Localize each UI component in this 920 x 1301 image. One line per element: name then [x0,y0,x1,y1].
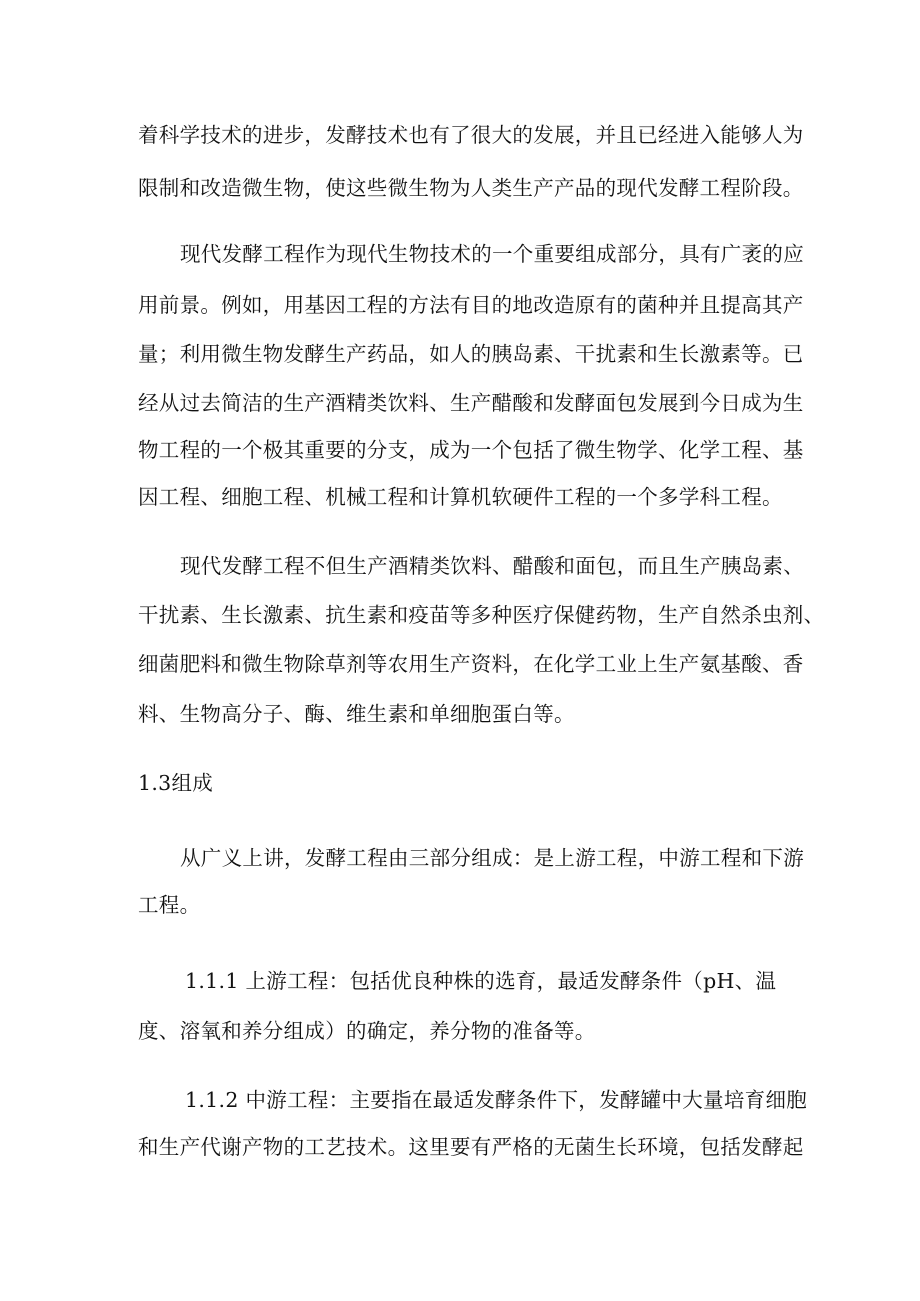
body-text-line: 量；利用微生物发酵生产药品，如人的胰岛素、干扰素和生长激素等。已 [138,342,804,366]
body-text-line: 着科学技术的进步，发酵技术也有了很大的发展，并且已经进入能够人为 [138,123,804,147]
body-text-line: 细菌肥料和微生物除草剂等农用生产资料，在化学工业上生产氨基酸、香 [138,652,804,676]
body-text-line: 物工程的一个极其重要的分支，成为一个包括了微生物学、化学工程、基 [138,438,804,462]
body-text-line: 现代发酵工程不但生产酒精类饮料、醋酸和面包，而且生产胰岛素、 [180,554,804,578]
section-heading: 1.3组成 [138,771,214,795]
body-text-line: 经从过去简洁的生产酒精类饮料、生产醋酸和发酵面包发展到今日成为生 [138,391,804,415]
body-text-line: 现代发酵工程作为现代生物技术的一个重要组成部分，具有广袤的应 [180,242,804,266]
body-text-line: 用前景。例如，用基因工程的方法有目的地改造原有的菌种并且提高其产 [138,293,804,317]
body-text-line: 1.1.1 上游工程：包括优良种株的选育，最适发酵条件（pH、温 [185,969,777,993]
body-text-line: 料、生物高分子、酶、维生素和单细胞蛋白等。 [138,702,575,726]
body-text-line: 和生产代谢产物的工艺技术。这里要有严格的无菌生长环境，包括发酵起 [138,1135,804,1159]
body-text-line: 1.1.2 中游工程：主要指在最适发酵条件下，发酵罐中大量培育细胞 [185,1088,808,1112]
body-text-line: 从广义上讲，发酵工程由三部分组成：是上游工程，中游工程和下游 [180,846,804,870]
body-text-line: 干扰素、生长激素、抗生素和疫苗等多种医疗保健药物，生产自然杀虫剂、 [138,603,825,627]
body-text-line: 度、溶氧和养分组成）的确定，养分物的准备等。 [138,1019,596,1043]
body-text-line: 因工程、细胞工程、机械工程和计算机软硬件工程的一个多学科工程。 [138,485,783,509]
body-text-line: 工程。 [138,893,201,917]
body-text-line: 限制和改造微生物，使这些微生物为人类生产产品的现代发酵工程阶段。 [138,176,804,200]
